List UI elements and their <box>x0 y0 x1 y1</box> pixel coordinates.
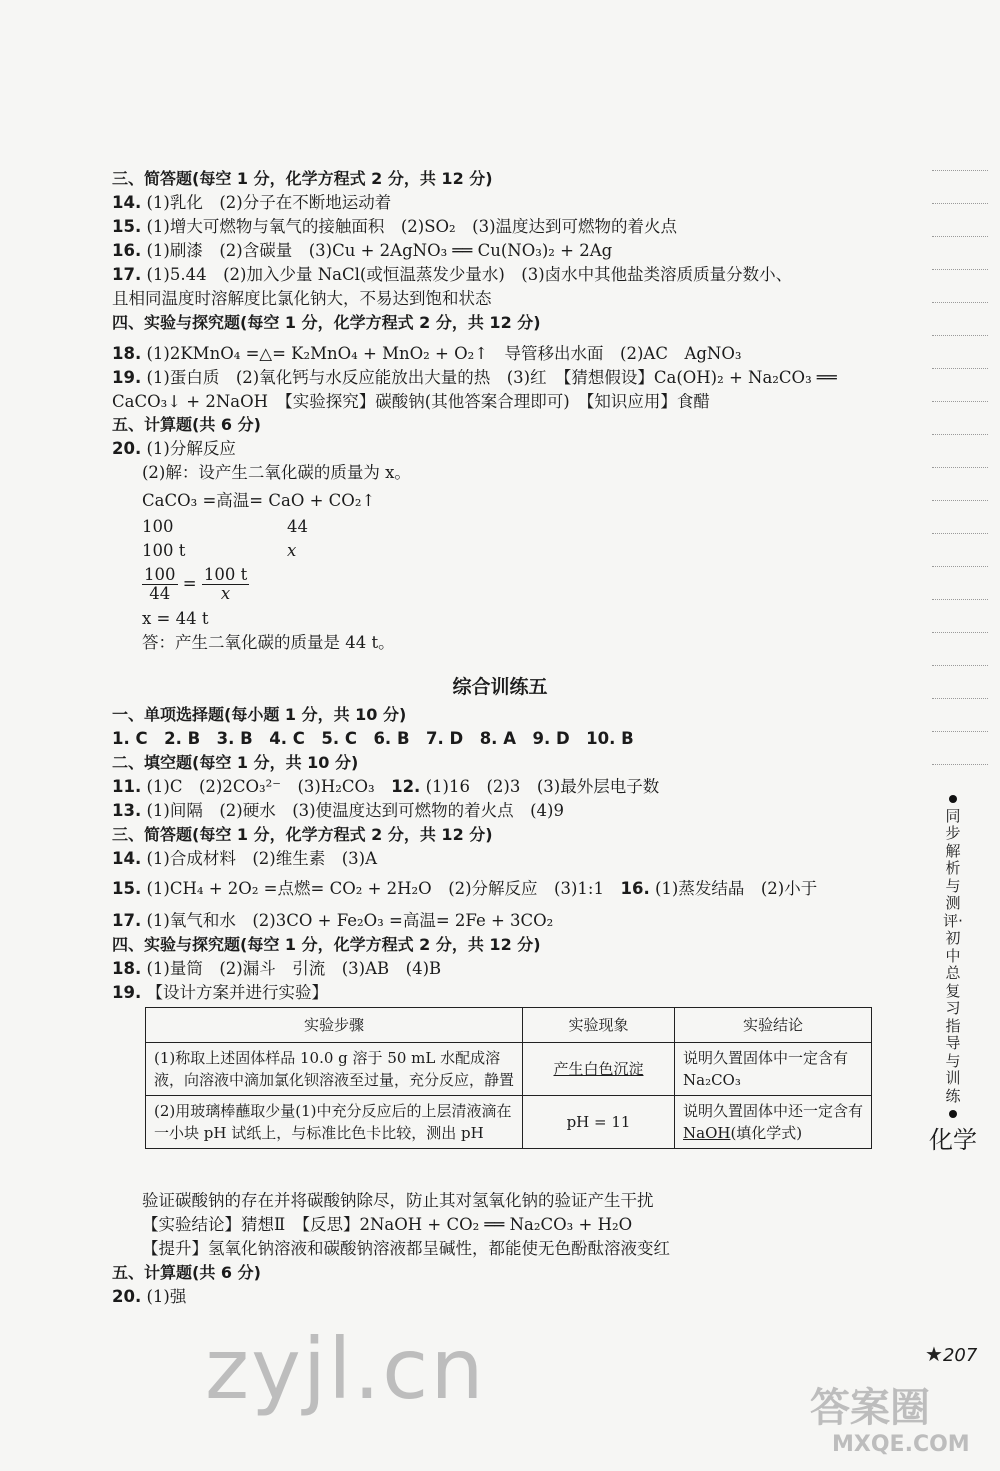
table-row <box>146 1096 872 1149</box>
page-number <box>925 1342 977 1366</box>
answer-line-15 <box>112 216 677 238</box>
question-number: 19. <box>112 368 142 387</box>
table-cell <box>675 1043 872 1096</box>
proportion <box>142 566 249 603</box>
experiment-table <box>145 1007 872 1149</box>
answer-text: (1)5.44 (2)加入少量 NaCl(或恒温蒸发少量水) (3)卤水中其他盐类溶质质量分数小、 <box>146 265 793 284</box>
answer-text: (1)16 (2)3 (3)最外层电子数 <box>425 777 660 796</box>
answer-text: (1)间隔 (2)硬水 (3)使温度达到可燃物的着火点 (4)9 <box>146 801 564 820</box>
page-number-text: 207 <box>942 1345 978 1366</box>
answer-text: (1)分解反应 <box>146 439 236 458</box>
question-number: 19. <box>112 983 142 1002</box>
answer-line-19 <box>112 367 837 389</box>
table-cell: (2)用玻璃棒蘸取少量(1)中充分反应后的上层清液滴在一小块 pH 试纸上，与标准比色卡比较，测出 pH <box>146 1096 523 1149</box>
numerator: 100 <box>144 565 176 584</box>
question-number: 12. <box>391 777 421 796</box>
filled-answer: NaOH <box>683 1124 731 1142</box>
fraction-right <box>202 566 249 603</box>
section-heading-short-answer-2: 三、简答题(每空 1 分，化学方程式 2 分，共 12 分) <box>112 825 493 844</box>
bullet-icon <box>949 1110 957 1118</box>
answer-text: (1)乳化 (2)分子在不断地运动着 <box>146 193 392 212</box>
answer-line-14b <box>112 848 377 870</box>
question-number: 18. <box>112 959 142 978</box>
answer-line-14 <box>112 192 391 214</box>
ratio-left: 100 <box>142 517 174 536</box>
answer-line-20 <box>112 438 236 460</box>
section-heading-experiment: 四、实验与探究题(每空 1 分，化学方程式 2 分，共 12 分) <box>112 313 541 332</box>
question-number: 20. <box>112 1287 142 1306</box>
section-heading-fill-blank: 二、填空题(每空 1 分，共 10 分) <box>112 753 359 772</box>
question-number: 20. <box>112 439 142 458</box>
ratio-right: x <box>287 541 297 560</box>
question-number: 16. <box>112 241 142 260</box>
star-icon: ★ <box>925 1342 943 1366</box>
answer-text: (1)氧气和水 (2)3CO + Fe₂O₃ =高温= 2Fe + 3CO₂ <box>146 911 554 930</box>
denominator: 44 <box>149 584 171 603</box>
table-header-row <box>146 1008 872 1043</box>
answer-line-19-cont: CaCO₃↓ + 2NaOH 【实验探究】碳酸钠(其他答案合理即可) 【知识应用】食醋 <box>112 392 710 411</box>
question-number: 11. <box>112 777 142 796</box>
question-number: 17. <box>112 911 142 930</box>
column-header: 实验现象 <box>523 1008 675 1043</box>
solution-setup: (2)解：设产生二氧化碳的质量为 x。 <box>142 463 411 482</box>
filled-answer: Na₂CO₃ <box>683 1071 741 1089</box>
question-number: 15. <box>112 879 142 898</box>
answer-line-16 <box>112 240 612 262</box>
result-line: x = 44 t <box>142 609 209 628</box>
answer-line-15-16 <box>112 878 817 900</box>
table-cell: (1)称取上述固体样品 10.0 g 溶于 50 mL 水配成溶液，向溶液中滴加氯化钡溶液至过量，充分反应，静置 <box>146 1043 523 1096</box>
question-number: 13. <box>112 801 142 820</box>
cell-text: 说明久置固体中还一定含有 <box>683 1102 864 1120</box>
column-header: 实验步骤 <box>146 1008 523 1043</box>
table-cell <box>523 1043 675 1096</box>
question-number: 14. <box>112 193 142 212</box>
ratio-row-2 <box>142 540 296 562</box>
answer-line-17-cont: 且相同温度时溶解度比氯化钠大，不易达到饱和状态 <box>112 289 492 308</box>
chemical-equation: CaCO₃ =高温= CaO + CO₂↑ <box>142 491 376 510</box>
answer-text: (1)2KMnO₄ =△= K₂MnO₄ + MnO₂ + O₂↑ 导管移出水面 (2)AC AgNO₃ <box>146 344 742 363</box>
watermark-mxqe: MXQE.COM <box>832 1432 970 1457</box>
fraction-left <box>142 566 178 603</box>
subject-label: 化学 <box>929 1126 977 1154</box>
answer-text: (1)C (2)2CO₃²⁻ (3)H₂CO₃ <box>146 777 392 796</box>
ratio-row-1 <box>142 516 308 538</box>
table-row <box>146 1043 872 1096</box>
answer-text: (1)强 <box>146 1287 187 1306</box>
filled-answer: 产生白色沉淀 <box>553 1060 644 1078</box>
sidebar-series-title <box>941 790 965 1123</box>
numerator: 100 t <box>203 565 248 584</box>
denominator: x <box>220 584 231 603</box>
section-heading-calculation: 五、计算题(共 6 分) <box>112 415 261 434</box>
answer-line-19b <box>112 982 328 1004</box>
watermark-daanquan: 答案圈 <box>810 1385 930 1431</box>
question-number: 14. <box>112 849 142 868</box>
answer-text: (1)蒸发结晶 (2)小于 <box>654 879 818 898</box>
answer-line-18 <box>112 343 742 365</box>
bullet-icon <box>949 795 957 803</box>
question-number: 15. <box>112 217 142 236</box>
page-title: 综合训练五 <box>452 676 548 698</box>
answer-line-20b <box>112 1286 186 1308</box>
cell-text: 说明久置固体中一定含有 <box>683 1049 849 1067</box>
answer-text: 【设计方案并进行实验】 <box>146 983 328 1002</box>
answer-text: (1)刷漆 (2)含碳量 (3)Cu + 2AgNO₃ ══ Cu(NO₃)₂ + 2Ag <box>146 241 613 260</box>
cell-text: (填化学式) <box>730 1124 803 1142</box>
answer-text: (1)量筒 (2)漏斗 引流 (3)AB (4)B <box>146 959 442 978</box>
table-followup-3: 【提升】氢氧化钠溶液和碳酸钠溶液都呈碱性，都能使无色酚酞溶液变红 <box>142 1239 670 1258</box>
answer-text: (1)合成材料 (2)维生素 (3)A <box>146 849 378 868</box>
question-number: 18. <box>112 344 142 363</box>
final-answer: 答：产生二氧化碳的质量是 44 t。 <box>142 633 395 652</box>
table-cell <box>675 1096 872 1149</box>
ratio-right: 44 <box>287 517 308 536</box>
equals-sign: = <box>182 574 197 593</box>
question-number: 16. <box>620 879 650 898</box>
answer-line-17b <box>112 910 553 932</box>
table-followup-1: 验证碳酸钠的存在并将碳酸钠除尽，防止其对氢氧化钠的验证产生干扰 <box>142 1191 654 1210</box>
answer-line-17 <box>112 264 792 286</box>
section-heading-experiment-2: 四、实验与探究题(每空 1 分，化学方程式 2 分，共 12 分) <box>112 935 541 954</box>
section-heading-short-answer: 三、简答题(每空 1 分，化学方程式 2 分，共 12 分) <box>112 169 493 188</box>
section-heading-calculation-2: 五、计算题(共 6 分) <box>112 1263 261 1282</box>
answer-line-18b <box>112 958 441 980</box>
answer-text: (1)增大可燃物与氧气的接触面积 (2)SO₂ (3)温度达到可燃物的着火点 <box>146 217 678 236</box>
answer-line-11-12 <box>112 776 659 798</box>
answer-text: (1)CH₄ + 2O₂ =点燃= CO₂ + 2H₂O (2)分解反应 (3)1:1 <box>146 879 621 898</box>
series-title-text: 同步解析与测评·初中总复习指导与训练 <box>943 806 963 1105</box>
answer-text: (1)蛋白质 (2)氧化钙与水反应能放出大量的热 (3)红 【猜想假设】Ca(OH)₂ + Na₂CO₃ ══ <box>146 368 837 387</box>
table-followup-2: 【实验结论】猜想Ⅱ 【反思】2NaOH + CO₂ ══ Na₂CO₃ + H₂O <box>142 1215 633 1234</box>
table-cell: pH = 11 <box>523 1096 675 1149</box>
section-heading-multiple-choice: 一、单项选择题(每小题 1 分，共 10 分) <box>112 705 407 724</box>
watermark-zyjl: zyjl.cn <box>205 1320 486 1418</box>
ratio-left: 100 t <box>142 541 186 560</box>
column-header: 实验结论 <box>675 1008 872 1043</box>
answer-line-13 <box>112 800 564 822</box>
multiple-choice-answers: 1. C 2. B 3. B 4. C 5. C 6. B 7. D 8. A 9. D 10. B <box>112 729 634 748</box>
question-number: 17. <box>112 265 142 284</box>
